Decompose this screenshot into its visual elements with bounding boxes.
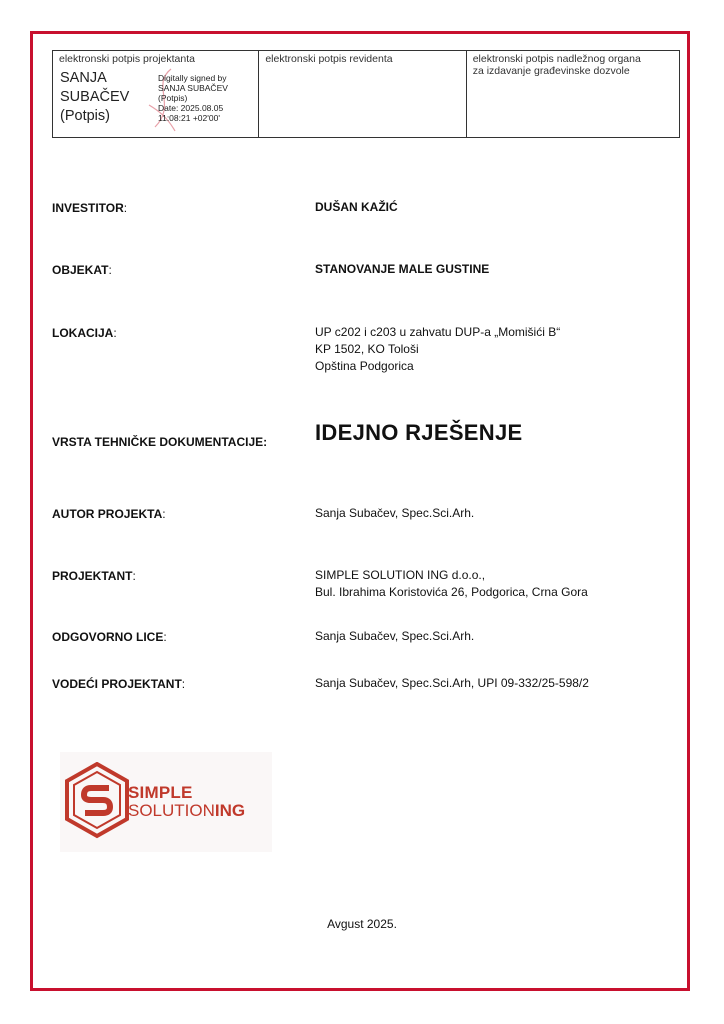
objekat-label: OBJEKAT [52, 263, 109, 277]
authority-signature-header: elektronski potpis nadležnog organa [472, 53, 641, 65]
odgovorno-row [52, 630, 167, 644]
logo-line2-b: ING [214, 801, 246, 820]
authority-signature-header-line2: za izdavanje građevinske dozvole [472, 65, 630, 77]
lokacija-line: KP 1502, KO Tološi [315, 342, 419, 356]
logo-wordmark [128, 784, 245, 820]
lokacija-row [52, 326, 117, 340]
colon: : [113, 326, 117, 340]
signer-name [60, 69, 129, 126]
signature-detail-line: SANJA SUBAČEV [158, 83, 228, 93]
colon: : [162, 507, 166, 521]
designer-signature-header: elektronski potpis projektanta [59, 53, 195, 65]
hexagon-s-logo-icon [64, 762, 130, 846]
vrsta-label: VRSTA TEHNIČKE DOKUMENTACIJE: [52, 435, 268, 449]
projektant-label: PROJEKTANT [52, 569, 133, 583]
logo-line2 [128, 802, 245, 820]
lokacija-line: Opština Podgorica [315, 359, 414, 373]
odgovorno-label: ODGOVORNO LICE [52, 630, 164, 644]
lokacija-line: UP c202 i c203 u zahvatu DUP-a „Momišići B“ [315, 325, 561, 339]
document-date: Avgust 2025. [327, 917, 397, 931]
vrsta-value: IDEJNO RJEŠENJE [315, 420, 523, 445]
reviewer-signature-header: elektronski potpis revidenta [265, 53, 393, 65]
logo-line2-a: SOLUTION [128, 801, 215, 820]
authority-signature-cell [466, 51, 679, 137]
signature-detail-line: Digitally signed by [158, 73, 227, 83]
investitor-row [52, 201, 127, 215]
objekat-value: STANOVANJE MALE GUSTINE [315, 262, 490, 276]
reviewer-signature-cell [258, 51, 465, 137]
lokacija-value [315, 324, 560, 375]
odgovorno-value: Sanja Subačev, Spec.Sci.Arh. [315, 629, 475, 643]
projektant-row [52, 569, 136, 583]
signature-table [52, 50, 680, 138]
vodeci-value: Sanja Subačev, Spec.Sci.Arh, UPI 09-332/25-598/2 [315, 676, 589, 690]
colon: : [108, 263, 112, 277]
colon: : [163, 630, 167, 644]
projektant-line: SIMPLE SOLUTION ING d.o.o., [315, 568, 486, 582]
lokacija-label: LOKACIJA [52, 326, 114, 340]
signer-name-line: SUBAČEV [60, 89, 130, 105]
signature-detail-line: 11:08:21 +02'00' [158, 113, 220, 123]
signature-detail-line: Date: 2025.08.05 [158, 103, 224, 113]
signature-details [158, 73, 228, 123]
autor-value: Sanja Subačev, Spec.Sci.Arh. [315, 506, 475, 520]
company-logo [60, 752, 272, 852]
signer-name-line: SANJA [60, 70, 107, 86]
autor-row [52, 507, 166, 521]
signer-name-line: (Potpis) [60, 108, 110, 124]
objekat-row [52, 263, 112, 277]
projektant-line: Bul. Ibrahima Koristovića 26, Podgorica, Crna Gora [315, 585, 588, 599]
investitor-value: DUŠAN KAŽIĆ [315, 200, 398, 214]
projektant-value [315, 567, 588, 601]
colon: : [132, 569, 136, 583]
vrsta-row [52, 435, 267, 449]
autor-label: AUTOR PROJEKTA [52, 507, 163, 521]
logo-line1: SIMPLE [128, 783, 193, 802]
vodeci-row [52, 677, 185, 691]
designer-signature-cell [53, 51, 258, 137]
investitor-label: INVESTITOR [52, 201, 124, 215]
colon: : [123, 201, 128, 215]
colon: : [181, 677, 186, 691]
signature-detail-line: (Potpis) [158, 93, 188, 103]
vodeci-label: VODEĆI PROJEKTANT [52, 677, 182, 691]
